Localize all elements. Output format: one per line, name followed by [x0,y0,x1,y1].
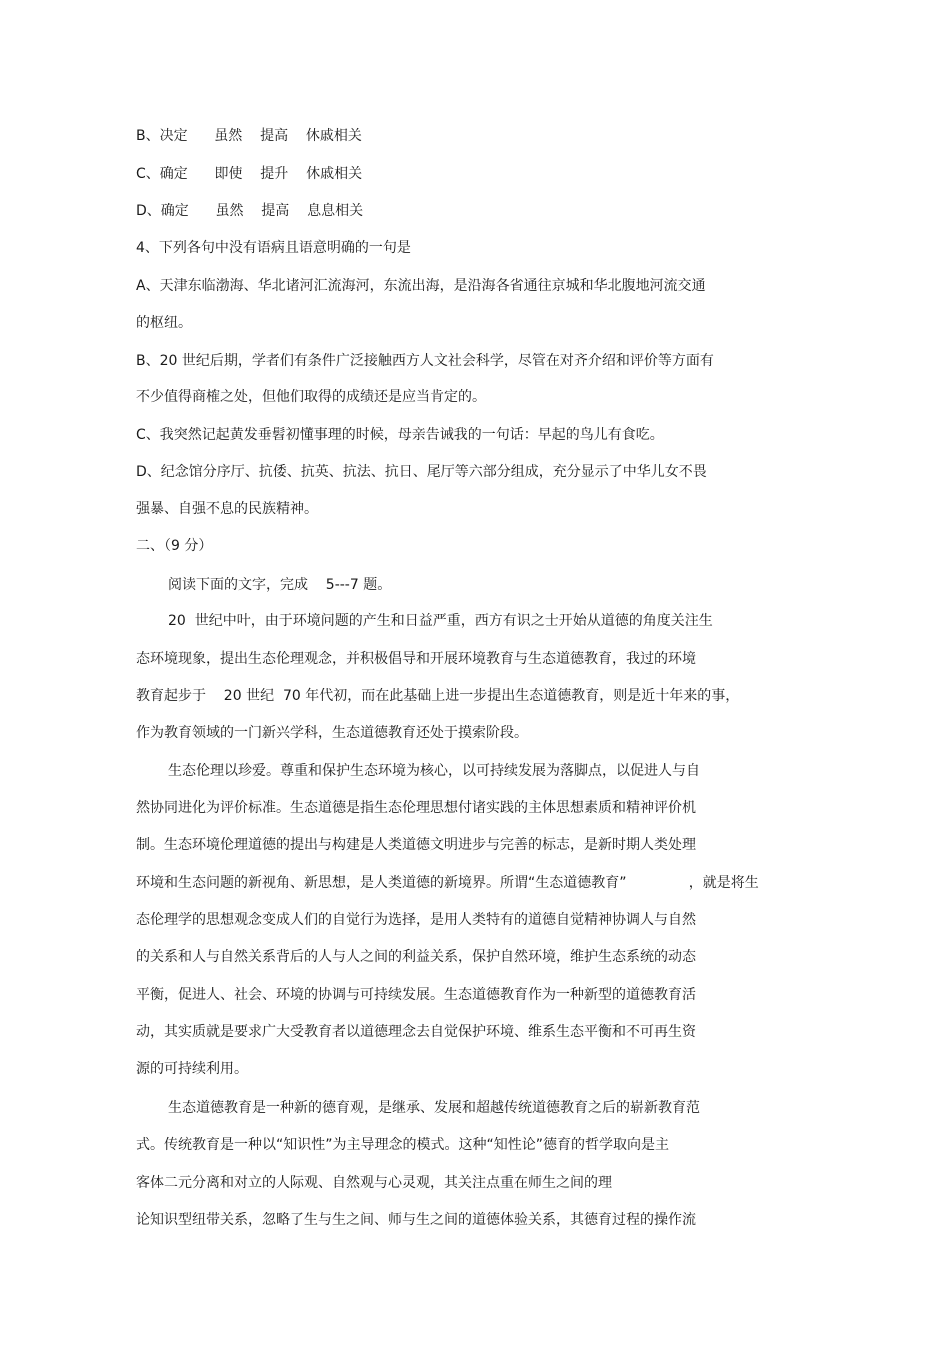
question-4-option-c: C、我突然记起黄发垂髫初懂事理的时候，母亲告诫我的一句话：早起的鸟儿有食吃。 [136,427,664,443]
paragraph-line: 式。传统教育是一种以“知识性”为主导理念的模式。这种“知性论”德育的哲学取向是主 [136,1137,670,1153]
paragraph-line: 生态道德教育是一种新的德育观，是继承、发展和超越传统道德教育之后的崭新教育范 [168,1100,700,1116]
reading-instruction: 阅读下面的文字，完成 5---7 题。 [168,577,392,593]
option-c-words: C、确定 即使 提升 休戚相关 [136,166,363,182]
paragraph-line: 20 世纪中叶，由于环境问题的产生和日益严重，西方有识之士开始从道德的角度关注生 [168,613,713,629]
question-4-option-a-cont: 的枢纽。 [136,315,192,331]
section-2-heading: 二、（9 分） [136,538,213,554]
paragraph-line: 生态伦理以珍爱。尊重和保护生态环境为核心，以可持续发展为落脚点，以促进人与自 [168,763,700,779]
paragraph-line: 态伦理学的思想观念变成人们的自觉行为选择，是用人类特有的道德自觉精神协调人与自然 [136,912,696,928]
paragraph-line: 平衡，促进人、社会、环境的协调与可持续发展。生态道德教育作为一种新型的道德教育活 [136,987,696,1003]
question-4-option-b-cont: 不少值得商榷之处，但他们取得的成绩还是应当肯定的。 [136,389,486,405]
question-4-option-a: A、天津东临渤海、华北诸河汇流海河，东流出海，是沿海各省通往京城和华北腹地河流交通 [136,278,706,294]
paragraph-line: 态环境现象，提出生态伦理观念，并积极倡导和开展环境教育与生态道德教育，我过的环境 [136,651,696,667]
question-4: 4、下列各句中没有语病且语意明确的一句是 [136,240,411,256]
paragraph-line: 源的可持续利用。 [136,1061,248,1077]
paragraph-line: 教育起步于 20 世纪 70 年代初，而在此基础上进一步提出生态道德教育，则是近十年来的事， [136,688,740,704]
question-4-option-d: D、纪念馆分序厅、抗倭、抗英、抗法、抗日、尾厅等六部分组成，充分显示了中华儿女不畏 [136,464,707,480]
question-4-option-d-cont: 强暴、自强不息的民族精神。 [136,501,318,517]
paragraph-line: 然协同进化为评价标准。生态道德是指生态伦理思想付诸实践的主体思想素质和精神评价机 [136,800,696,816]
option-d-words: D、确定 虽然 提高 息息相关 [136,203,364,219]
paragraph-line: 动，其实质就是要求广大受教育者以道德理念去自觉保护环境、维系生态平衡和不可再生资 [136,1024,696,1040]
paragraph-line: 制。生态环境伦理道德的提出与构建是人类道德文明进步与完善的标志，是新时期人类处理 [136,837,696,853]
option-b-words: B、决定 虽然 提高 休戚相关 [136,128,362,144]
paragraph-line: 论知识型纽带关系，忽略了生与生之间、师与生之间的道德体验关系，其德育过程的操作流 [136,1212,696,1228]
paragraph-line: 环境和生态问题的新视角、新思想，是人类道德的新境界。所谓“生态道德教育” ，就是将生 [136,875,759,891]
paragraph-line: 作为教育领域的一门新兴学科，生态道德教育还处于摸索阶段。 [136,725,528,741]
paragraph-line: 客体二元分离和对立的人际观、自然观与心灵观，其关注点重在师生之间的理 [136,1175,612,1191]
paragraph-line: 的关系和人与自然关系背后的人与人之间的利益关系，保护自然环境，维护生态系统的动态 [136,949,696,965]
question-4-option-b: B、20 世纪后期，学者们有条件广泛接触西方人文社会科学，尽管在对齐介绍和评价等方面有 [136,353,714,369]
